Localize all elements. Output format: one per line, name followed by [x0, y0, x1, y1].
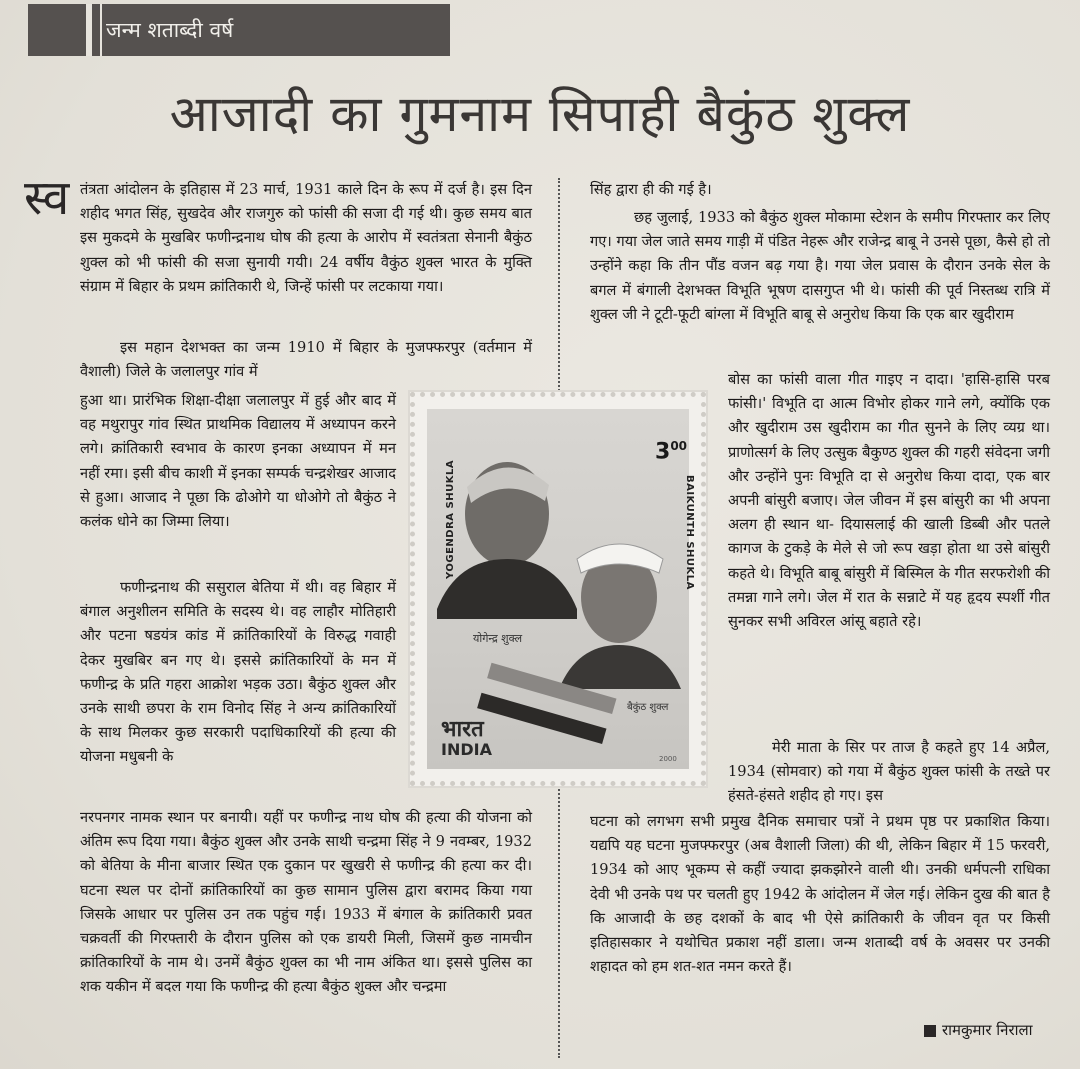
stamp-country-english: INDIA — [441, 740, 492, 759]
stamp-caption-yogendra: योगेन्द्र शुक्ल — [473, 632, 523, 645]
section-kicker — [28, 4, 450, 56]
stamp-name-baikunth: BAIKUNTH SHUKLA — [684, 475, 695, 590]
kicker-bar-thin — [100, 4, 102, 56]
stamp-name-yogendra: YOGENDRA SHUKLA — [445, 459, 456, 579]
stamp-year: 2000 — [659, 755, 677, 763]
stamp-artwork — [427, 409, 695, 769]
stamp-country-hindi: भारत — [441, 717, 484, 742]
drop-cap: स्व — [24, 170, 70, 226]
right-paragraph-3: मेरी माता के सिर पर ताज है कहते हुए 14 अप्रैल, 1934 (सोमवार) को गया में बैकुंठ शुक्ल फांसी के तख्ते पर हंसते-हंसते शहीद हो गए। इस — [728, 739, 1050, 805]
stamp-value-sup: 00 — [670, 439, 688, 453]
kicker-bar — [86, 4, 92, 56]
byline-square-icon — [924, 1025, 936, 1037]
stamp-country — [441, 719, 492, 759]
stamp-value-main: 3 — [655, 439, 671, 465]
right-paragraph-1: सिंह द्वारा ही की गई है। — [590, 181, 712, 198]
right-paragraph-2b: बोस का फांसी वाला गीत गाइए न दादा। 'हासि-हासि परब फांसी।' विभूति दा आत्म विभोर होकर गाने लगे, क्योंकि एक और खुदीराम उस खुदीराम का गीत सुनने के लिए व्यग्र था। प्राणोत्सर्ग के लिए उत्सुक बैकुण्ठ शुक्ल की गहरी संवेदना जगी और उन्होंने पुनः विभूति दा से अनुरोध किया दादा, एक बार अपनी बांसुरी बजाए। जेल जीवन में इस बांसुरी का भी अपना अलग ही स्थान था- दियासलाई की खाली डिब्बी और पतले कागज के टुकड़े के मेले से जो रूप खड़ा होता था उसे बांसुरी कहते थे। विभूति बाबू बांसुरी में बिस्मिल के गीत सरफरोशी की तमन्ना गाने लगे। जेल में रात के सन्नाटे में यह हृदय स्पर्शी गीत सुनकर सभी अविरल आंसू बहाते रहे। — [728, 371, 1050, 631]
right-paragraph-2: छह जुलाई, 1933 को बैकुंठ शुक्ल मोकामा स्टेशन के समीप गिरफ्तार कर लिए गए। गया जेल जाते समय गाड़ी में पंडित नेहरू और राजेन्द्र बाबू ने उनसे पूछा, कैसे हो तो उन्होंने कहा कि तीन पौंड वजन बढ़ गया है। गया जेल प्रवास के दौरान उनके सेल के बगल में बंगाली देशभक्त विभूति भूषण दासगुप्त भी थे। फांसी की पूर्व निस्तब्ध रात्रि में शुक्ल जी ने टूटी-फूटी बांग्ला में विभूति बाबू से अनुरोध किया कि एक बार खुदीराम — [590, 209, 1050, 323]
stamp-denomination — [655, 439, 687, 464]
left-paragraph-2a: इस महान देशभक्त का जन्म 1910 में बिहार के मुजफ्फरपुर (वर्तमान में वैशाली) जिले के जलालपुर गांव में — [80, 339, 532, 381]
stamp-portraits-illustration — [427, 409, 689, 769]
left-paragraph-3: फणीन्द्रनाथ की ससुराल बेतिया में थी। वह बिहार में बंगाल अनुशीलन समिति के सदस्य थे। वह लाहौर मोतिहारी और पटना षडयंत्र कांड में क्रांतिकारियों के विरुद्ध गवाही देकर मुखबिर बन गए थे। इससे क्रांतिकारियों के मन में फणीन्द्र के प्रति गहरा आक्रोश भड़क उठा। बैकुंठ शुक्ल और उनके साथी छपरा के राम विनोद सिंह ने अन्य क्रांतिकारियों के साथ मिलकर कुछ सरकारी पदाधिकारियों की हत्या की योजना मधुबनी के — [80, 579, 396, 766]
left-paragraph-3b: नरपनगर नामक स्थान पर बनायी। यहीं पर फणीन्द्र नाथ घोष की हत्या की योजना को अंतिम रूप दिया गया। बैकुंठ शुक्ल और उनके साथी चन्द्रमा सिंह ने 9 नवम्बर, 1932 को बेतिया के मीना बाजार स्थित एक दुकान पर खुखरी से फणीन्द्र की हत्या कर दी। घटना स्थल पर दोनों क्रांतिकारियों का कुछ सामान पुलिस द्वारा बरामद किया गया जिसके आधार पर पुलिस उन तक पहुंच गई। 1933 में बंगाल के क्रांतिकारी प्रवत चक्रवर्ती की गिरफ्तारी के दौरान पुलिस को एक डायरी मिली, जिसमें कुछ नामचीन क्रांतिकारियों के नाम थे। उनमें बैकुंठ शुक्ल का भी नाम अंकित था। इससे पुलिस का शक यकीन में बदल गया कि फणीन्द्र की हत्या बैकुंठ शुक्ल और चन्द्रमा — [80, 809, 532, 996]
byline-author: रामकुमार निराला — [942, 1021, 1033, 1039]
left-paragraph-1: तंत्रता आंदोलन के इतिहास में 23 मार्च, 1931 काले दिन के रूप में दर्ज है। इस दिन शहीद भगत सिंह, सुखदेव और राजगुरु को फांसी की सजा दी गई थी। कुछ समय बात इस मुकदमे के मुखबिर फणीन्द्रनाथ घोष की हत्या के आरोप में स्वतंत्रता सेनानी बैकुंठ शुक्ल को भी फांसी की सजा सुनायी गयी। 24 वर्षीय वैकुंठ शुक्ल भारत के मुक्ति संग्राम में बिहार के प्रथम क्रांतिकारी थे, जिन्हें फांसी पर लटकाया गया। — [80, 181, 532, 295]
kicker-text: जन्म शताब्दी वर्ष — [106, 18, 234, 42]
byline — [924, 1020, 1033, 1040]
right-paragraph-3b: घटना को लगभग सभी प्रमुख दैनिक समाचार पत्रों ने प्रथम पृष्ठ पर प्रकाशित किया। यद्यपि यह घटना मुजफ्फरपुर (अब वैशाली जिला) की थी, लेकिन बिहार में 15 फरवरी, 1934 को आए भूकम्प से कहीं ज्यादा झकझोरने वाली थी। उनकी धर्मपत्नी राधिका देवी भी उनके पथ पर चलती हुए 1942 के आंदोलन में जेल गई। लेकिन दुख की बात है कि आजादी के छह दशकों के बाद भी ऐसे क्रांतिकारी के जीवन वृत पर किसी इतिहासकार ने यथोचित प्रकाश नहीं डाला। जन्म शताब्दी वर्ष के अवसर पर उनकी शहादत को हम शत-शत नमन करते हैं। — [590, 813, 1050, 976]
stamp-caption-baikunth: बैकुंठ शुक्ल — [627, 702, 669, 713]
article-headline: आजादी का गुमनाम सिपाही बैकुंठ शुक्ल — [169, 85, 911, 143]
postage-stamp — [410, 392, 706, 786]
left-paragraph-2b: हुआ था। प्रारंभिक शिक्षा-दीक्षा जलालपुर में हुई और बाद में वह मथुरापुर गांव स्थित प्राथमिक विद्यालय में अध्यापन करने लगे। क्रांतिकारी स्वभाव के कारण इनका अध्यापन में मन नहीं रमा। इसी बीच काशी में इनका सम्पर्क चन्द्रशेखर आजाद से हुआ। आजाद ने पूछा कि ढोओगे या धोओगे तो बैकुंठ ने कलंक धोने का जिम्मा लिया। — [80, 392, 396, 531]
